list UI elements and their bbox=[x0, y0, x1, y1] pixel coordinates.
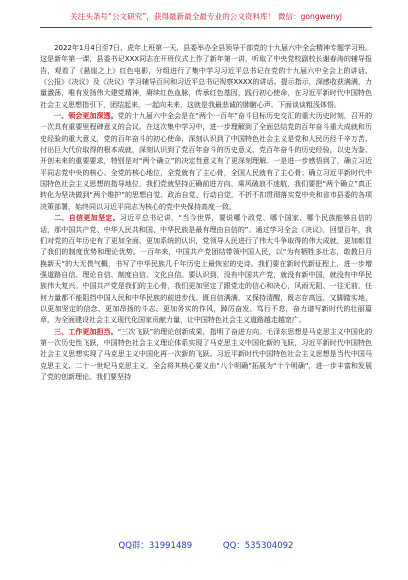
section-2-paragraph bbox=[40, 212, 372, 325]
qq-group-text: QQ群：31991489 bbox=[118, 541, 193, 551]
paragraph-text: 2022年1月4日至7日，虎年上班第一天，县委举办全县领导干部党的十九届六中全会精神专题学习班。这是新年第一课，县委书记XXX同志在开班仪式上作了新年第一讲，听取了中央党校副校长谢春涛的辅导报告，观看了《悬崖之上》红色电影，分组进行了集中学习习近平总书记在党的十九届六中全会上的讲话、《公报》《决议》及《决议》学习辅导百问和习近平总书记视察XXXX的讲话。提示指示，深感收获满满，力量激荡，唯有发扬伟大建党精神，赓续红色血脉，传承红色基因，践行初心使命，在习近平新时代中国特色社会主义思想指引下，团结起来，一起向未来，这就是我最悲诚的肺腑心声。下面谈谈粗浅体悟。 bbox=[40, 43, 373, 109]
contact-footer bbox=[40, 538, 372, 554]
qq-text: QQ：535304092 bbox=[222, 541, 294, 551]
section-1-heading: 一、领会更加深透。 bbox=[54, 111, 118, 121]
section-3-paragraph bbox=[40, 326, 372, 383]
section-3-heading: 三、工作更加担当。 bbox=[54, 326, 118, 336]
paragraph-text: 党的十九届六中全会是在“两个一百年”奋斗目标历史交汇的重大历史时刻，召开的一次具有重要里程碑意义的会议。在这次集中学习中，进一步理解到了全面总结党的百年奋斗重大成就和历史经验的重大意义，党的百年奋斗的初心使命，深刻认识到了中国特色社会主义是党和人民历经千辛万苦、付出巨大代价取得的根本成就，深刻认识到了党百年奋斗的历史意义，党百年奋斗的历史经验，以史为鉴、开创未来的重要要求，特别是对“两个确立”的决定性意义有了更深刻理解。一是进一步感悟到了，确立习近平同志党中央的核心、全党的核心地位，全党就有了主心骨，全国人民就有了主心骨；确立习近平新时代中国特色社会主义思想的指导地位，我们党就坚持正确前进方向、乘风破浪不迷航，我们要把“两个确立”真正转化为坚决做到“两个维护”的思想自觉、政治自觉、行动自觉，不折不扣贯彻落实党中央和省市县委的各项决策部署，始终同以习近平同志为核心的党中央保持高度一致。 bbox=[40, 111, 372, 211]
section-1-paragraph bbox=[40, 110, 372, 212]
promo-banner: 关注头条号“公文研究”，获得最新最全最专业的公文资料库！ 微信：gongwenyj bbox=[70, 12, 342, 21]
header-divider bbox=[40, 27, 372, 28]
intro-paragraph bbox=[40, 42, 372, 110]
paragraph-text: 习近平总书记讲，“当今世界，要说哪个政党、哪个国家、哪个民族能够自信的话，那中国共产党、中华人民共和国、中华民族是最有理由自信的”。通过学习全会《决议》，回望百年，我们对党的百年历史有了更加全面、更加系统的认识，党领导人民进行了伟大斗争取得的伟大成就，更加彰显了我们的制度优势和理论优势。一百年来，中国共产党团结带领中国人民，以“为有牺牲多壮志，敢教日月换新天”的大无畏气概，书写了中华民族几千年历史上最恢宏的史诗。我们要在新时代新征程上，进一步增强道路自信、理论自信、制度自信、文化自信。要认识到，没有中国共产党，就没有新中国，就没有中华民族伟大复兴。中国共产党是我们的主心骨，我们更加坚定了跟党走的信心和决心，风雨无阻、一往无前，任何力量都不能阻挡中国人民和中华民族的前进步伐。既自信满满，又保持清醒，既志存高远，又脚踏实地，以更加坚定的信念、更加昂扬的斗志、更加务实的作风，踔厉奋发、笃行不怠，奋力谱写新时代的壮丽篇章，为全面建设社会主义现代化国家贡献力量，让中国特色社会主义道路越走越宽广。 bbox=[40, 213, 373, 325]
article-body bbox=[40, 42, 372, 382]
paragraph-text: “三次飞跃”的理论创新成果，指明了奋进方向。毛泽东思想是马克思主义中国化的第一次历史性飞跃，中国特色社会主义理论体系实现了马克思主义中国化新的飞跃，习近平新时代中国特色社会主义思想实现了马克思主义中国化再一次新的飞跃。习近平新时代中国特色社会主义思想是当代中国马克思主义、二十一世纪马克思主义，全会将其核心要义由“八个明确”拓展为“十个明确”，进一步丰富和发展了党的创新理论。我们要坚持 bbox=[40, 326, 372, 381]
section-2-heading: 二、自信更加坚定。 bbox=[54, 213, 120, 223]
